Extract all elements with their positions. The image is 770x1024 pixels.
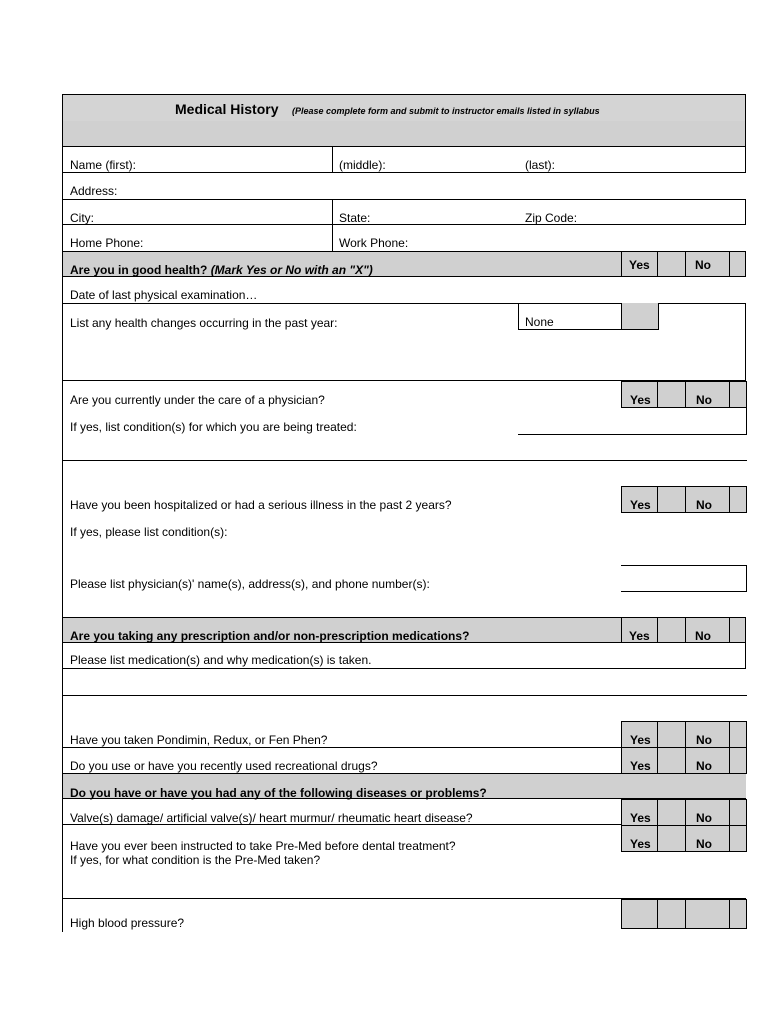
divider bbox=[685, 722, 686, 747]
medications-question: Are you taking any prescription and/or non-prescription medications? bbox=[70, 629, 470, 643]
under-care-question: Are you currently under the care of a physician? bbox=[70, 393, 325, 407]
divider bbox=[729, 618, 730, 642]
diseases-header: Do you have or have you had any of the following diseases or problems? bbox=[70, 786, 487, 800]
under-care-answers bbox=[621, 381, 747, 408]
divider bbox=[621, 252, 622, 276]
divider bbox=[729, 826, 730, 851]
hospitalized-answers bbox=[621, 486, 747, 513]
divider bbox=[63, 460, 747, 461]
divider bbox=[657, 618, 658, 642]
valve-no[interactable]: No bbox=[696, 811, 712, 825]
divider bbox=[657, 748, 658, 773]
physicians-row bbox=[62, 565, 746, 617]
hospitalized-row bbox=[62, 486, 746, 513]
under-care-yes[interactable]: Yes bbox=[630, 393, 651, 407]
good-health-row bbox=[62, 251, 746, 277]
divider bbox=[657, 722, 658, 747]
divider bbox=[729, 252, 730, 276]
premed-question: Have you ever been instructed to take Pre-Med before dental treatment? bbox=[70, 839, 456, 853]
hospitalized-list-label: If yes, please list condition(s): bbox=[70, 525, 228, 539]
valve-question: Valve(s) damage/ artificial valve(s)/ heart murmur/ rheumatic heart disease? bbox=[70, 811, 473, 825]
page-title: Medical History bbox=[175, 101, 279, 117]
divider bbox=[729, 382, 730, 407]
divider bbox=[729, 900, 730, 928]
last-exam-label: Date of last physical examination… bbox=[70, 288, 258, 302]
recreational-answers bbox=[621, 747, 747, 774]
divider bbox=[657, 800, 658, 825]
divider bbox=[685, 900, 686, 928]
hospitalized-list-row bbox=[62, 513, 746, 565]
name-last-label: (last): bbox=[525, 158, 555, 172]
divider bbox=[657, 252, 658, 276]
medications-list-row bbox=[62, 643, 746, 669]
health-changes-label: List any health changes occurring in the past year: bbox=[70, 316, 338, 330]
medications-row bbox=[62, 617, 746, 643]
recreational-no[interactable]: No bbox=[696, 759, 712, 773]
divider bbox=[685, 487, 686, 512]
medical-history-form bbox=[62, 94, 746, 932]
divider bbox=[657, 826, 658, 851]
work-phone-label: Work Phone: bbox=[339, 236, 409, 250]
home-phone-label: Home Phone: bbox=[70, 236, 144, 250]
health-changes-block bbox=[62, 303, 746, 381]
physicians-label: Please list physician(s)' name(s), address(s), and phone number(s): bbox=[70, 577, 430, 591]
under-care-list-row bbox=[62, 408, 746, 434]
pondimin-row bbox=[62, 721, 746, 747]
hospitalized-no[interactable]: No bbox=[696, 498, 712, 512]
hospitalized-yes[interactable]: Yes bbox=[630, 498, 651, 512]
premed-no[interactable]: No bbox=[696, 837, 712, 851]
name-first-label: Name (first): bbox=[70, 158, 136, 172]
pondimin-answers bbox=[621, 721, 747, 748]
under-care-list-field[interactable] bbox=[518, 408, 747, 435]
health-changes-checkbox[interactable] bbox=[621, 303, 659, 330]
title-subbar bbox=[62, 121, 746, 147]
premed-answers bbox=[621, 825, 747, 852]
recreational-yes[interactable]: Yes bbox=[630, 759, 651, 773]
divider bbox=[685, 826, 686, 851]
under-care-list-label: If yes, list condition(s) for which you are being treated: bbox=[70, 420, 357, 434]
premed-yes[interactable]: Yes bbox=[630, 837, 651, 851]
phone-row bbox=[62, 225, 746, 251]
divider bbox=[729, 487, 730, 512]
pondimin-yes[interactable]: Yes bbox=[630, 733, 651, 747]
divider bbox=[729, 800, 730, 825]
name-row bbox=[62, 147, 746, 173]
blank-row bbox=[62, 434, 746, 486]
blood-pressure-row bbox=[62, 899, 746, 932]
divider bbox=[657, 487, 658, 512]
good-health-yes[interactable]: Yes bbox=[629, 258, 650, 272]
medications-blank-row bbox=[62, 669, 746, 721]
good-health-no[interactable]: No bbox=[695, 258, 711, 272]
under-care-row bbox=[62, 381, 746, 408]
title-bar bbox=[62, 94, 746, 122]
divider bbox=[685, 800, 686, 825]
divider bbox=[685, 252, 686, 276]
premed-condition: If yes, for what condition is the Pre-Med taken? bbox=[70, 853, 321, 867]
hospitalized-question: Have you been hospitalized or had a serious illness in the past 2 years? bbox=[70, 498, 452, 512]
divider bbox=[729, 748, 730, 773]
health-changes-none-cell[interactable] bbox=[518, 303, 622, 330]
divider bbox=[685, 618, 686, 642]
medications-no[interactable]: No bbox=[695, 629, 711, 643]
physicians-field[interactable] bbox=[621, 565, 747, 592]
city-label: City: bbox=[70, 211, 94, 225]
title-note: (Please complete form and submit to instructor emails listed in syllabus bbox=[292, 106, 600, 116]
pondimin-no[interactable]: No bbox=[696, 733, 712, 747]
divider bbox=[729, 722, 730, 747]
blood-pressure-question: High blood pressure? bbox=[70, 916, 185, 930]
zip-label: Zip Code: bbox=[525, 211, 578, 225]
valve-row bbox=[62, 799, 746, 825]
recreational-row bbox=[62, 747, 746, 773]
valve-answers bbox=[621, 799, 747, 826]
medications-list-label: Please list medication(s) and why medication(s) is taken. bbox=[70, 653, 372, 667]
diseases-header-row bbox=[62, 773, 746, 799]
divider bbox=[657, 382, 658, 407]
valve-yes[interactable]: Yes bbox=[630, 811, 651, 825]
pondimin-question: Have you taken Pondimin, Redux, or Fen Phen? bbox=[70, 733, 328, 747]
under-care-no[interactable]: No bbox=[696, 393, 712, 407]
divider bbox=[63, 695, 747, 696]
divider bbox=[332, 147, 333, 173]
address-row bbox=[62, 173, 746, 199]
recreational-question: Do you use or have you recently used recreational drugs? bbox=[70, 759, 378, 773]
good-health-question: Are you in good health? (Mark Yes or No with an "X") bbox=[70, 263, 373, 277]
divider bbox=[685, 748, 686, 773]
premed-row bbox=[62, 825, 746, 899]
medications-yes[interactable]: Yes bbox=[629, 629, 650, 643]
health-changes-none: None bbox=[525, 315, 554, 329]
name-middle-label: (middle): bbox=[339, 158, 386, 172]
address-label: Address: bbox=[70, 184, 118, 198]
last-exam-row bbox=[62, 277, 746, 303]
city-row bbox=[62, 199, 746, 225]
state-label: State: bbox=[339, 211, 371, 225]
divider bbox=[621, 618, 622, 642]
divider bbox=[685, 382, 686, 407]
blood-pressure-answers[interactable] bbox=[621, 899, 747, 929]
divider bbox=[657, 900, 658, 928]
